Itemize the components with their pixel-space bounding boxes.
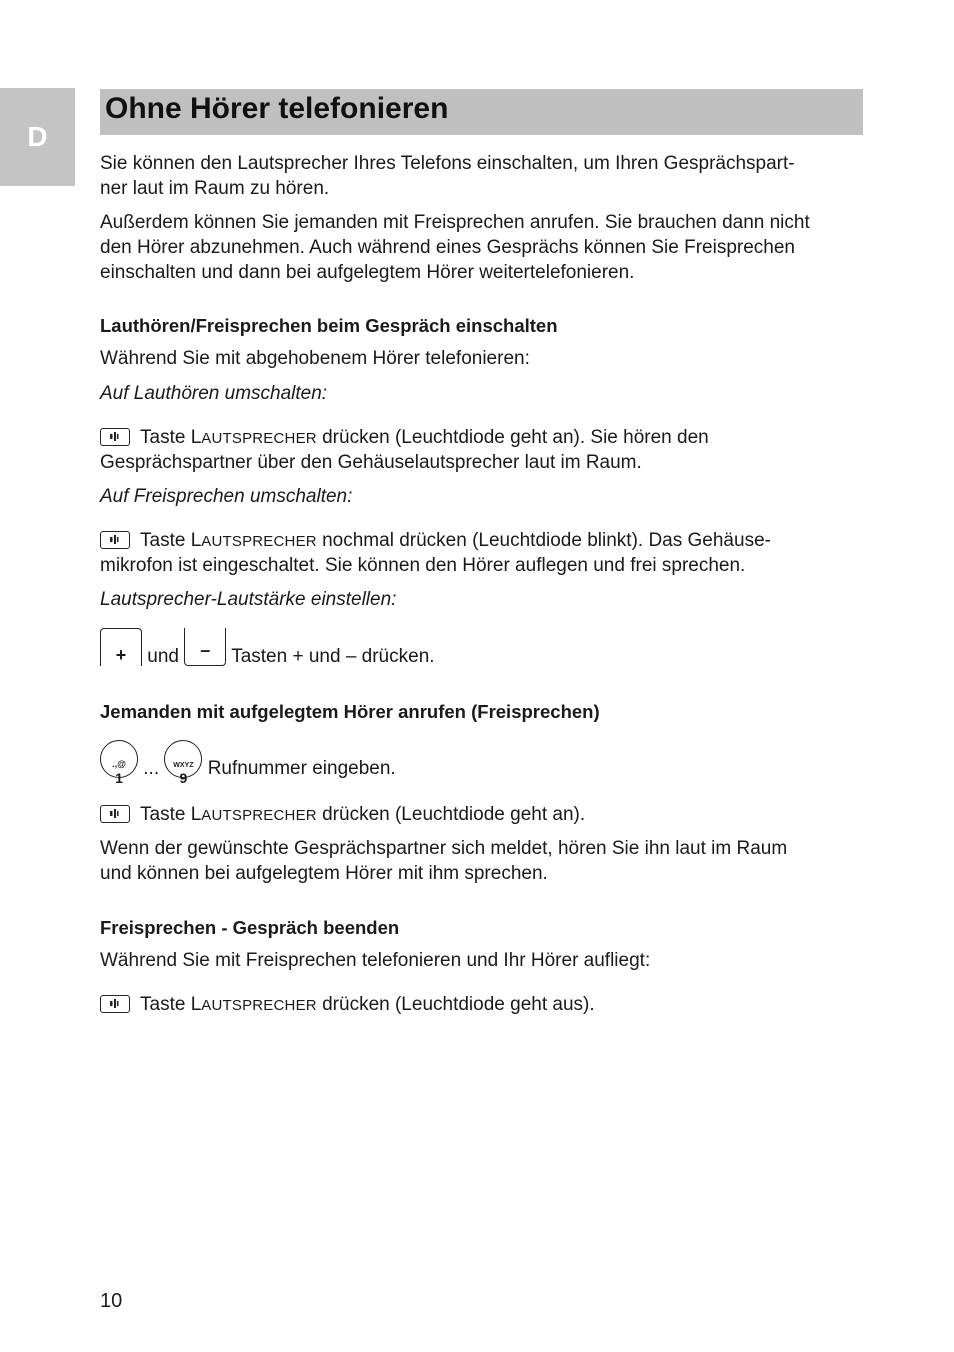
subheading-lauthoeren: Auf Lauthören umschalten: [100, 383, 328, 404]
speaker-key-icon [100, 428, 130, 446]
note-line: und können bei aufgelegtem Hörer mit ihm sprechen. [100, 863, 548, 884]
page-title: Ohne Hörer telefonieren [105, 92, 449, 125]
subheading-freisprechen: Auf Freisprechen umschalten: [100, 486, 353, 507]
intro-line: ner laut im Raum zu hören. [100, 178, 330, 199]
speaker-key-icon [100, 995, 130, 1013]
subheading-lautstaerke: Lautsprecher-Lautstärke einstellen: [100, 589, 397, 610]
section-lead: Während Sie mit abgehobenem Hörer telefonieren: [100, 348, 530, 369]
step-lauthoeren: Taste LAUTSPRECHER drücken (Leuchtdiode geht an). Sie hören den [100, 425, 709, 451]
note-line: Wenn der gewünschte Gesprächspartner sich meldet, hören Sie ihn laut im Raum [100, 838, 788, 859]
section-heading-lauthoeren: Lauthören/Freisprechen beim Gespräch einschalten [100, 315, 558, 336]
intro-line: den Hörer abzunehmen. Auch während eines Gesprächs können Sie Freisprechen [100, 237, 795, 258]
section-heading-anrufen: Jemanden mit aufgelegtem Hörer anrufen (Freisprechen) [100, 701, 600, 722]
volume-minus-key-icon: – [184, 628, 226, 666]
step-rufnummer: .,@ 1 ... WXYZ 9 Rufnummer eingeben. [100, 740, 396, 789]
step-beenden: Taste LAUTSPRECHER drücken (Leuchtdiode geht aus). [100, 992, 595, 1018]
language-tab: D [0, 88, 75, 186]
step-freisprechen-line2: mikrofon ist eingeschaltet. Sie können den Hörer auflegen und frei sprechen. [100, 555, 746, 576]
speaker-key-icon [100, 531, 130, 549]
volume-plus-key-icon: + [100, 628, 142, 666]
intro-line: Außerdem können Sie jemanden mit Freisprechen anrufen. Sie brauchen dann nicht [100, 212, 810, 233]
key-1-icon: .,@ 1 [100, 740, 138, 778]
title-bar [100, 89, 863, 135]
section-heading-beenden: Freisprechen - Gespräch beenden [100, 917, 400, 938]
page-number: 10 [100, 1290, 123, 1312]
key-9-icon: WXYZ 9 [164, 740, 202, 778]
step-anrufen-lautsprecher: Taste LAUTSPRECHER drücken (Leuchtdiode geht an). [100, 802, 585, 828]
step-freisprechen: Taste LAUTSPRECHER nochmal drücken (Leuchtdiode blinkt). Das Gehäuse- [100, 528, 771, 554]
speaker-key-icon [100, 805, 130, 823]
step-lautstaerke: + und – Tasten + und – drücken. [100, 628, 435, 677]
intro-line: einschalten und dann bei aufgelegtem Hörer weitertelefonieren. [100, 262, 635, 283]
step-lauthoeren-line2: Gesprächspartner über den Gehäuselautsprecher laut im Raum. [100, 452, 642, 473]
section-lead: Während Sie mit Freisprechen telefonieren und Ihr Hörer aufliegt: [100, 950, 651, 971]
intro-line: Sie können den Lautsprecher Ihres Telefons einschalten, um Ihren Gesprächspart- [100, 153, 795, 174]
